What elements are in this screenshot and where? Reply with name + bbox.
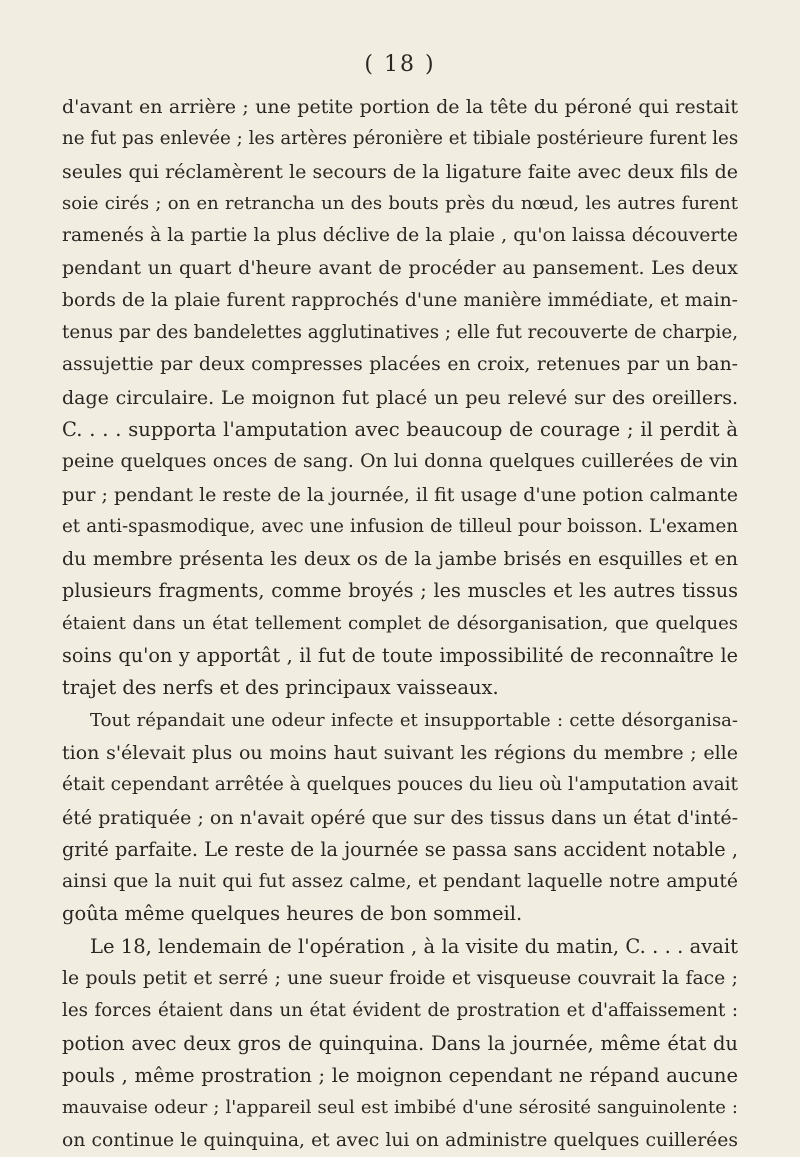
text-line: les forces étaient dans un état évident de prostration et d'affaissement : (62, 1000, 738, 1022)
text-line: on continue le quinquina, et avec lui on administre quelques cuillerées (62, 1129, 738, 1151)
text-line: ainsi que la nuit qui fut assez calme, et pendant laquelle notre amputé (62, 871, 738, 893)
text-line: soie cirés ; on en retrancha un des bouts près du nœud, les autres furent (62, 192, 738, 214)
text-line: C. . . . supporta l'amputation avec beaucoup de courage ; il perdit à (62, 417, 738, 441)
text-line: pur ; pendant le reste de la journée, il fit usage d'une potion calmante (62, 483, 738, 506)
text-line: bords de la plaie furent rapprochés d'une manière immédiate, et main- (62, 289, 738, 311)
text-line: goûta même quelques heures de bon sommeil. (62, 902, 523, 926)
text-line: mauvaise odeur ; l'appareil seul est imbibé d'une sérosité sanguinolente : (62, 1097, 738, 1119)
text-line: tenus par des bandelettes agglutinatives ; elle fut recouverte de charpie, (62, 322, 738, 344)
text-line: était cependant arrêtée à quelques pouces du lieu où l'amputation avait (62, 774, 738, 796)
text-line: été pratiquée ; on n'avait opéré que sur des tissus dans un état d'inté- (62, 806, 738, 829)
text-line: soins qu'on y apportât , il fut de toute impossibilité de reconnaître le (62, 644, 738, 668)
text-line: le pouls petit et serré ; une sueur froide et visqueuse couvrait la face ; (62, 968, 738, 990)
text-line: pouls , même prostration ; le moignon cependant ne répand aucune (62, 1063, 738, 1087)
body-text (62, 91, 738, 1157)
text-line: étaient dans un état tellement complet de désorganisation, que quelques (62, 612, 738, 634)
text-line: tion s'élevait plus ou moins haut suivant les régions du membre ; elle (62, 741, 738, 764)
text-line: plusieurs fragments, comme broyés ; les muscles et les autres tissus (62, 579, 738, 603)
text-line: seules qui réclamèrent le secours de la ligature faite avec deux fils de (62, 160, 738, 183)
text-line: pendant un quart d'heure avant de procéder au pansement. Les deux (62, 257, 738, 280)
text-line: dage circulaire. Le moignon fut placé un peu relevé sur des oreillers. (62, 386, 738, 409)
text-line: grité parfaite. Le reste de la journée se passa sans accident notable , (62, 837, 738, 861)
page-number: ( 18 ) (364, 52, 436, 77)
text-line: Le 18, lendemain de l'opération , à la visite du matin, C. . . . avait (90, 934, 738, 958)
text-line: d'avant en arrière ; une petite portion de la tête du péroné qui restait (62, 96, 738, 118)
text-line: ramenés à la partie la plus déclive de la plaie , qu'on laissa découverte (62, 225, 738, 247)
text-line: Tout répandait une odeur infecte et insupportable : cette désorganisa- (90, 709, 738, 731)
text-line: ne fut pas enlevée ; les artères péronière et tibiale postérieure furent les (62, 128, 739, 150)
text-line: peine quelques onces de sang. On lui donna quelques cuillerées de vin (62, 451, 738, 473)
text-line: assujettie par deux compresses placées en croix, retenues par un ban- (62, 354, 738, 376)
text-line: potion avec deux gros de quinquina. Dans la journée, même état du (62, 1031, 738, 1055)
text-line: trajet des nerfs et des principaux vaisseaux. (62, 676, 499, 700)
text-line: et anti-spasmodique, avec une infusion de tilleul pour boisson. L'examen (62, 515, 738, 537)
text-line: du membre présenta les deux os de la jambe brisés en esquilles et en (62, 548, 738, 571)
